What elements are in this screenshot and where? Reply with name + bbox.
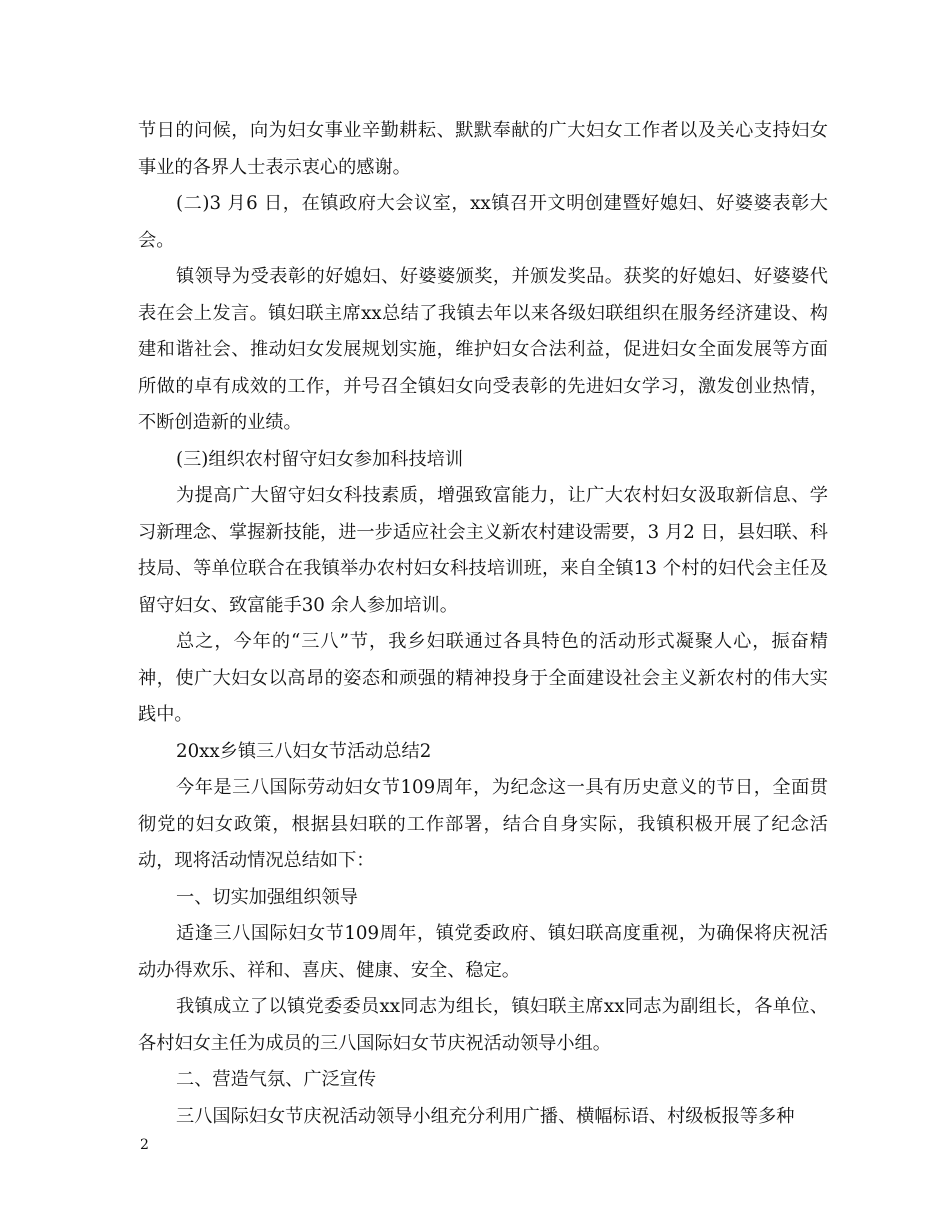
paragraph: (二)3 月6 日，在镇政府大会议室，xx镇召开文明创建暨好媳妇、好婆婆表彰大会。 bbox=[138, 193, 828, 251]
paragraph: 镇领导为受表彰的好媳妇、好婆婆颁奖，并颁发奖品。获奖的好媳妇、好婆婆代表在会上发言。镇妇联主席xx总结了我镇去年以来各级妇联组织在服务经济建设、构建和谐社会、推动妇女发展规划实施，维护妇女合法利益，促进妇女全面发展等方面所做的卓有成效的工作，并号召全镇妇女向受表彰的先进妇女学习，激发创业热情，不断创造新的业绩。 bbox=[138, 266, 828, 433]
section-heading: (三)组织农村留守妇女参加科技培训 bbox=[176, 448, 464, 470]
paragraph: 为提高广大留守妇女科技素质，增强致富能力，让广大农村妇女汲取新信息、学习新理念、掌握新技能，进一步适应社会主义新农村建设需要，3 月2 日，县妇联、科技局、等单位联合在我镇举办农村妇女科技培训班，来自全镇13 个村的妇代会主任及留守妇女、致富能手30 余人参加培训。 bbox=[138, 485, 828, 616]
article-title: 20xx乡镇三八妇女节活动总结2 bbox=[176, 740, 432, 762]
page-number: 2 bbox=[140, 1137, 149, 1153]
paragraph: 适逢三八国际妇女节109周年，镇党委政府、镇妇联高度重视，为确保将庆祝活动办得欢乐、祥和、喜庆、健康、安全、稳定。 bbox=[138, 923, 828, 981]
paragraph: 我镇成立了以镇党委委员xx同志为组长，镇妇联主席xx同志为副组长，各单位、各村妇女主任为成员的三八国际妇女节庆祝活动领导小组。 bbox=[138, 996, 828, 1054]
paragraph: 今年是三八国际劳动妇女节109周年，为纪念这一具有历史意义的节日，全面贯彻党的妇女政策，根据县妇联的工作部署，结合自身实际，我镇积极开展了纪念活动，现将活动情况总结如下： bbox=[138, 777, 828, 871]
paragraph: 三八国际妇女节庆祝活动领导小组充分利用广播、横幅标语、村级板报等多种 bbox=[176, 1105, 795, 1127]
document-body bbox=[138, 113, 828, 1135]
section-heading: 一、切实加强组织领导 bbox=[176, 886, 358, 908]
paragraph: 节日的问候，向为妇女事业辛勤耕耘、默默奉献的广大妇女工作者以及关心支持妇女事业的各界人士表示衷心的感谢。 bbox=[138, 120, 828, 178]
section-heading: 二、营造气氛、广泛宣传 bbox=[176, 1069, 377, 1090]
paragraph: 总之，今年的“三八”节，我乡妇联通过各具特色的活动形式凝聚人心，振奋精神，使广大妇女以高昂的姿态和顽强的精神投身于全面建设社会主义新农村的伟大实践中。 bbox=[138, 631, 828, 725]
